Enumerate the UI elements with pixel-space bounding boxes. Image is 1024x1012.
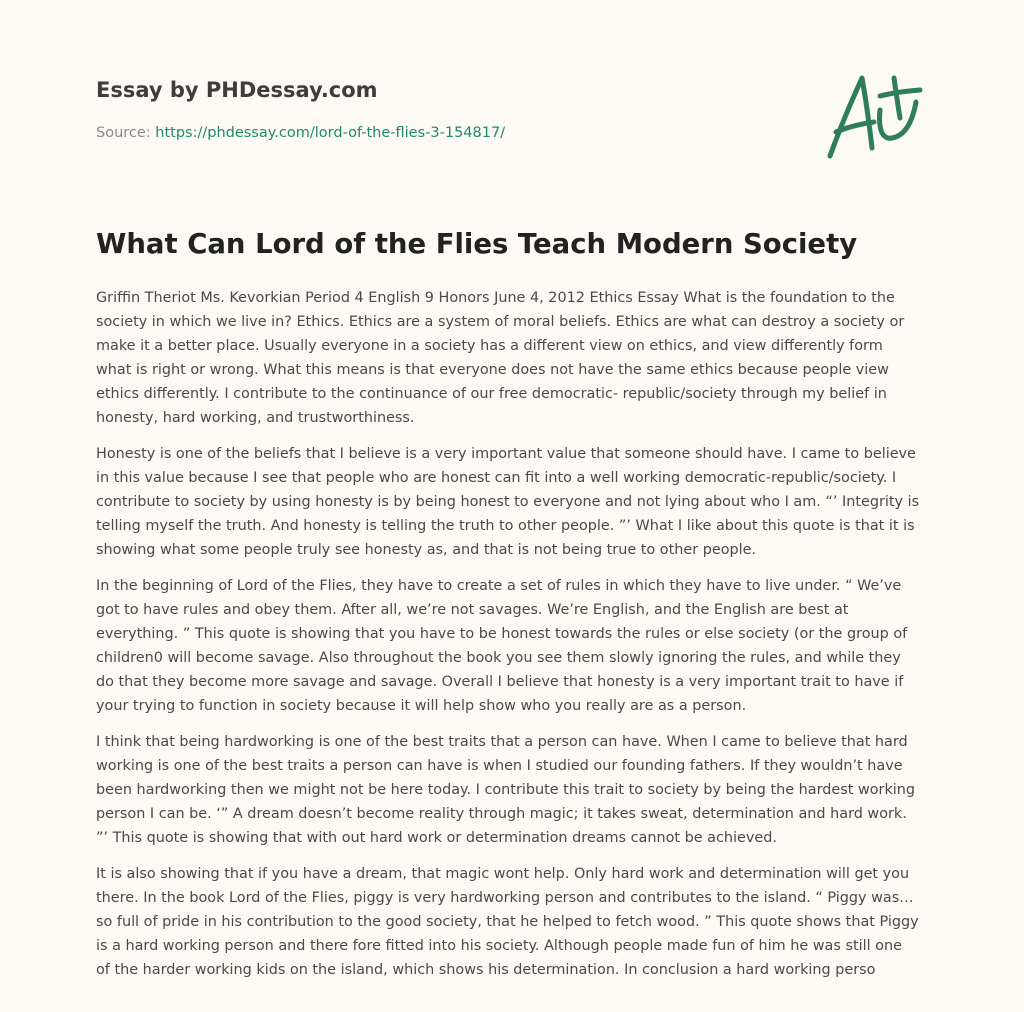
source-line [96,123,796,143]
essay-paragraph [96,442,928,562]
source-label: Source: [96,125,151,141]
text-line: of the harder working kids on the island, which shows his determination. In conclusion a hard working perso [96,962,876,978]
essay-paragraph [96,574,928,718]
essay-title: What Can Lord of the Flies Teach Modern Society [96,228,858,260]
essay-paragraph [96,286,928,430]
text-line: telling myself the truth. And honesty is telling the truth to other people. ”’ What I like about this quote is that it is [96,518,915,534]
text-line: got to have rules and obey them. After all, we’re not savages. We’re English, and the English are best at [96,602,849,618]
text-line: so full of pride in his contribution to the good society, that he helped to fetch wood. ” This quote shows that Piggy [96,914,919,930]
site-title: Essay by PHDessay.com [96,78,378,102]
text-line: in this value because I see that people who are honest can fit into a well working democratic-republic/society. I [96,470,897,486]
text-line: Griffin Theriot Ms. Kevorkian Period 4 English 9 Honors June 4, 2012 Ethics Essay What is the foundation to the [96,290,895,306]
text-line: working is one of the best traits a person can have is when I studied our founding fathers. If they wouldn’t have [96,758,903,774]
text-line: contribute to society by using honesty is by being honest to everyone and not lying about who I am. “’ Integrity is [96,494,920,510]
text-line: everything. ” This quote is showing that you have to be honest towards the rules or else society (or the group of [96,626,908,642]
text-line: children0 will become savage. Also throughout the book you see them slowly ignoring the rules, and while they [96,650,901,666]
text-line: ethics differently. I contribute to the continuance of our free democratic- republic/society through my belief in [96,386,887,402]
text-line: what is right or wrong. What this means is that everyone does not have the same ethics because people view [96,362,889,378]
source-link[interactable]: https://phdessay.com/lord-of-the-flies-3-154817/ [155,125,506,141]
text-line: society in which we live in? Ethics. Ethics are a system of moral beliefs. Ethics are what can destroy a society or [96,314,905,330]
text-line: ”’ This quote is showing that with out hard work or determination dreams cannot be achieved. [96,830,777,846]
essay-paragraph [96,730,928,850]
text-line: I think that being hardworking is one of the best traits that a person can have. When I came to believe that hard [96,734,908,750]
document-header [96,76,796,143]
essay-paragraph [96,862,928,982]
text-line: there. In the book Lord of the Flies, piggy is very hardworking person and contributes to the island. “ Piggy was… [96,890,914,906]
text-line: your trying to function in society because it will help show who you really are as a person. [96,698,747,714]
text-line: person I can be. ‘” A dream doesn’t become reality through magic; it takes sweat, determination and hard work. [96,806,907,822]
a-plus-logo [822,66,932,166]
text-line: do that they become more savage and savage. Overall I believe that honesty is a very important trait to have if [96,674,904,690]
text-line: is a hard working person and there fore fitted into his society. Although people made fun of him he was still one [96,938,902,954]
text-line: In the beginning of Lord of the Flies, they have to create a set of rules in which they have to live under. “ We’ve [96,578,902,594]
text-line: make it a better place. Usually everyone in a society has a different view on ethics, and view differently form [96,338,883,354]
essay-body [96,286,928,994]
text-line: Honesty is one of the beliefs that I believe is a very important value that someone should have. I came to believe [96,446,916,462]
text-line: showing what some people truly see honesty as, and that is not being true to other people. [96,542,757,558]
text-line: been hardworking then we might not be here today. I contribute this trait to society by being the hardest working [96,782,916,798]
text-line: It is also showing that if you have a dream, that magic wont help. Only hard work and determination will get you [96,866,910,882]
text-line: honesty, hard working, and trustworthiness. [96,410,415,426]
